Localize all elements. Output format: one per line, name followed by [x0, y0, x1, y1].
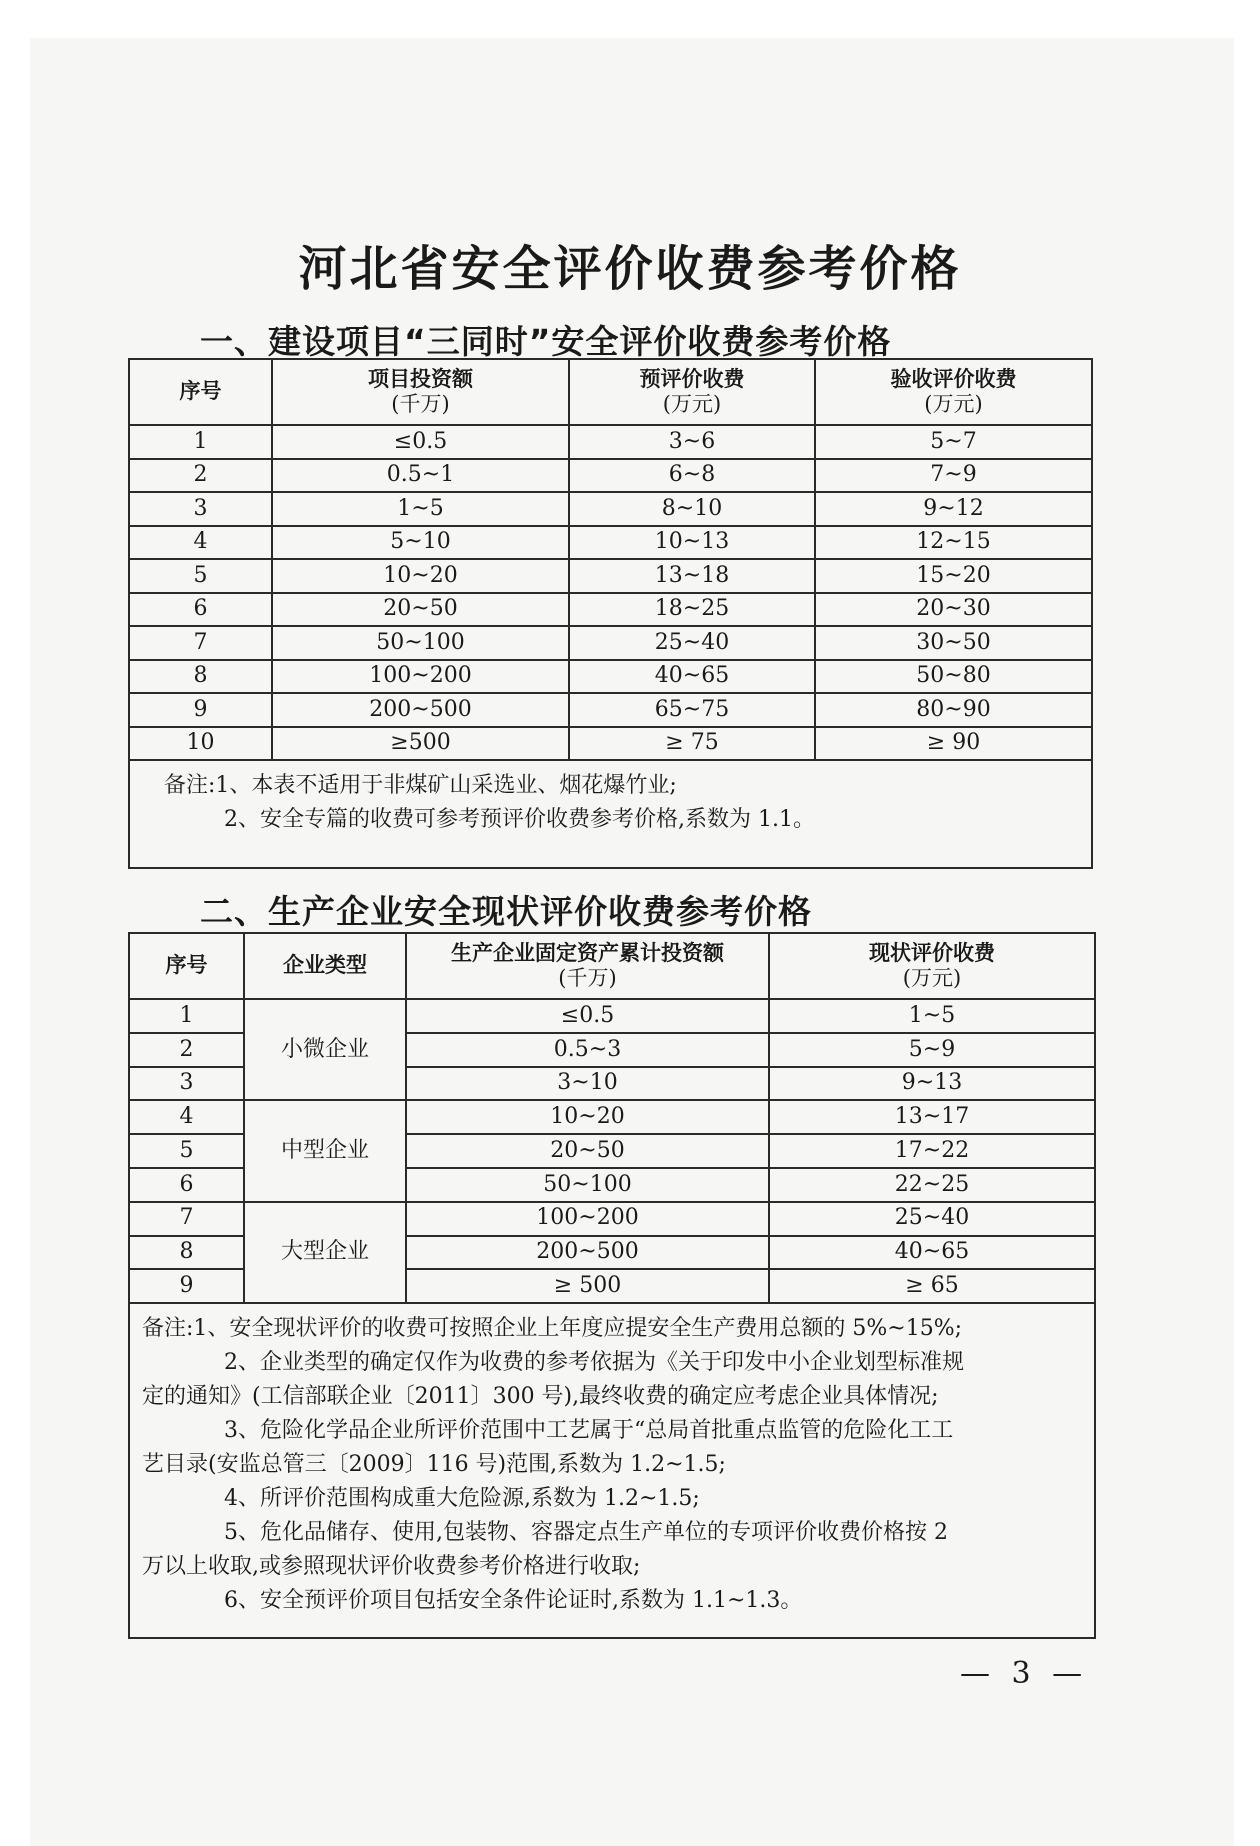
table-cell: 50~100 [406, 1168, 769, 1202]
table-cell: ≥500 [272, 727, 569, 761]
table-row [129, 425, 1092, 459]
header-seq: 序号 [129, 933, 244, 999]
table-row [129, 593, 1092, 627]
table1-notes: 备注:1、本表不适用于非煤矿山采选业、烟花爆竹业; 2、安全专篇的收费可参考预评价收费参考价格,系数为 1.1。 [129, 760, 1092, 868]
page-number: — 3 — [960, 1656, 1089, 1691]
table-row [129, 660, 1092, 694]
table-cell: 9~12 [815, 492, 1092, 526]
table-cell: 1 [129, 999, 244, 1033]
table-cell: 20~50 [272, 593, 569, 627]
table-cell: 22~25 [769, 1168, 1095, 1202]
table-cell: 4 [129, 1100, 244, 1134]
enterprise-type-cell: 大型企业 [244, 1202, 406, 1303]
table-cell: ≥ 65 [769, 1269, 1095, 1303]
table-cell: 20~50 [406, 1134, 769, 1168]
table-cell: 9 [129, 693, 272, 727]
table-cell: 8~10 [569, 492, 815, 526]
table-header-row [129, 359, 1092, 425]
table-cell: 65~75 [569, 693, 815, 727]
table-cell: 4 [129, 526, 272, 560]
document-title: 河北省安全评价收费参考价格 [298, 241, 962, 297]
table-cell: 5 [129, 1134, 244, 1168]
table-cell: 2 [129, 1033, 244, 1067]
table-cell: 6~8 [569, 459, 815, 493]
table-cell: 7 [129, 626, 272, 660]
table-cell: 80~90 [815, 693, 1092, 727]
table-cell: 7 [129, 1202, 244, 1236]
table-cell: 0.5~1 [272, 459, 569, 493]
table-cell: 10~13 [569, 526, 815, 560]
table-cell: 2 [129, 459, 272, 493]
table-cell: 5 [129, 559, 272, 593]
table-cell: ≥ 500 [406, 1269, 769, 1303]
table-cell: 0.5~3 [406, 1033, 769, 1067]
table-cell: 40~65 [569, 660, 815, 694]
table-cell: 8 [129, 660, 272, 694]
enterprise-type-cell: 中型企业 [244, 1100, 406, 1201]
table-cell: 10 [129, 727, 272, 761]
header-enterprise-type: 企业类型 [244, 933, 406, 999]
status-fee-table [128, 932, 1096, 1639]
table-cell: 12~15 [815, 526, 1092, 560]
table-header-row [129, 933, 1095, 999]
section1-title: 一、建设项目“三同时”安全评价收费参考价格 [200, 322, 892, 361]
table-cell: 5~10 [272, 526, 569, 560]
header-seq: 序号 [129, 359, 272, 425]
header-fixed-asset-investment: 生产企业固定资产累计投资额 (千万) [406, 933, 769, 999]
table-cell: 5~7 [815, 425, 1092, 459]
table-cell: 10~20 [406, 1100, 769, 1134]
table-cell: 1 [129, 425, 272, 459]
table-cell: ≤0.5 [272, 425, 569, 459]
table-row [129, 693, 1092, 727]
table-cell: 100~200 [406, 1202, 769, 1236]
enterprise-type-cell: 小微企业 [244, 999, 406, 1100]
header-pre-eval-fee: 预评价收费 (万元) [569, 359, 815, 425]
table-cell: 18~25 [569, 593, 815, 627]
header-investment: 项目投资额 (千万) [272, 359, 569, 425]
header-acceptance-fee: 验收评价收费 (万元) [815, 359, 1092, 425]
table-notes-row [129, 1303, 1095, 1638]
table-cell: 6 [129, 593, 272, 627]
table-cell: 25~40 [769, 1202, 1095, 1236]
table-row [129, 626, 1092, 660]
table-cell: 3 [129, 492, 272, 526]
table-cell: 25~40 [569, 626, 815, 660]
table-cell: 13~17 [769, 1100, 1095, 1134]
table-cell: 17~22 [769, 1134, 1095, 1168]
table-cell: 200~500 [272, 693, 569, 727]
table-cell: 1~5 [272, 492, 569, 526]
table-cell: 6 [129, 1168, 244, 1202]
table2-notes: 备注:1、安全现状评价的收费可按照企业上年度应提安全生产费用总额的 5%~15%; 2、企业类型的确定仅作为收费的参考依据为《关于印发中小企业划型标准规 定的通知》(工信部联企业〔2011〕300 号),最终收费的确定应考虑企业具体情况; 3、危险化学品企业所评价范围中工艺属于“总局首批重点监管的危险化工工 艺目录(安监总管三〔2009〕116 号)范围,系数为 1.2~1.5; 4、所评价范围构成重大危险源,系数为 1.2~1.5; 5、危化品储存、使用,包装物、容器定点生产单位的专项评价收费价格按 2 万以上收取,或参照现状评价收费参考价格进行收取; 6、安全预评价项目包括安全条件论证时,系数为 1.1~1.3。 [129, 1303, 1095, 1638]
header-status-eval-fee: 现状评价收费 (万元) [769, 933, 1095, 999]
table-row [129, 492, 1092, 526]
table-cell: 15~20 [815, 559, 1092, 593]
table-cell: ≥ 75 [569, 727, 815, 761]
table-cell: 50~80 [815, 660, 1092, 694]
table-cell: 3~10 [406, 1067, 769, 1101]
table-row [129, 727, 1092, 761]
table-cell: 50~100 [272, 626, 569, 660]
construction-fee-table [128, 358, 1093, 869]
table-cell: 40~65 [769, 1236, 1095, 1270]
table-cell: 20~30 [815, 593, 1092, 627]
table-cell: 100~200 [272, 660, 569, 694]
table-cell: 9 [129, 1269, 244, 1303]
table-cell: 1~5 [769, 999, 1095, 1033]
table-row [129, 999, 1095, 1033]
table-row [129, 1202, 1095, 1236]
table-notes-row [129, 760, 1092, 868]
table-cell: 9~13 [769, 1067, 1095, 1101]
table-cell: 200~500 [406, 1236, 769, 1270]
table-row [129, 559, 1092, 593]
table-cell: 30~50 [815, 626, 1092, 660]
table-cell: ≤0.5 [406, 999, 769, 1033]
table-row [129, 526, 1092, 560]
table-cell: 3~6 [569, 425, 815, 459]
table-cell: ≥ 90 [815, 727, 1092, 761]
table-cell: 8 [129, 1236, 244, 1270]
table-cell: 10~20 [272, 559, 569, 593]
table-cell: 7~9 [815, 459, 1092, 493]
table-cell: 13~18 [569, 559, 815, 593]
table-cell: 5~9 [769, 1033, 1095, 1067]
table-cell: 3 [129, 1067, 244, 1101]
section2-title: 二、生产企业安全现状评价收费参考价格 [200, 892, 812, 931]
table-row [129, 1100, 1095, 1134]
table-row [129, 459, 1092, 493]
